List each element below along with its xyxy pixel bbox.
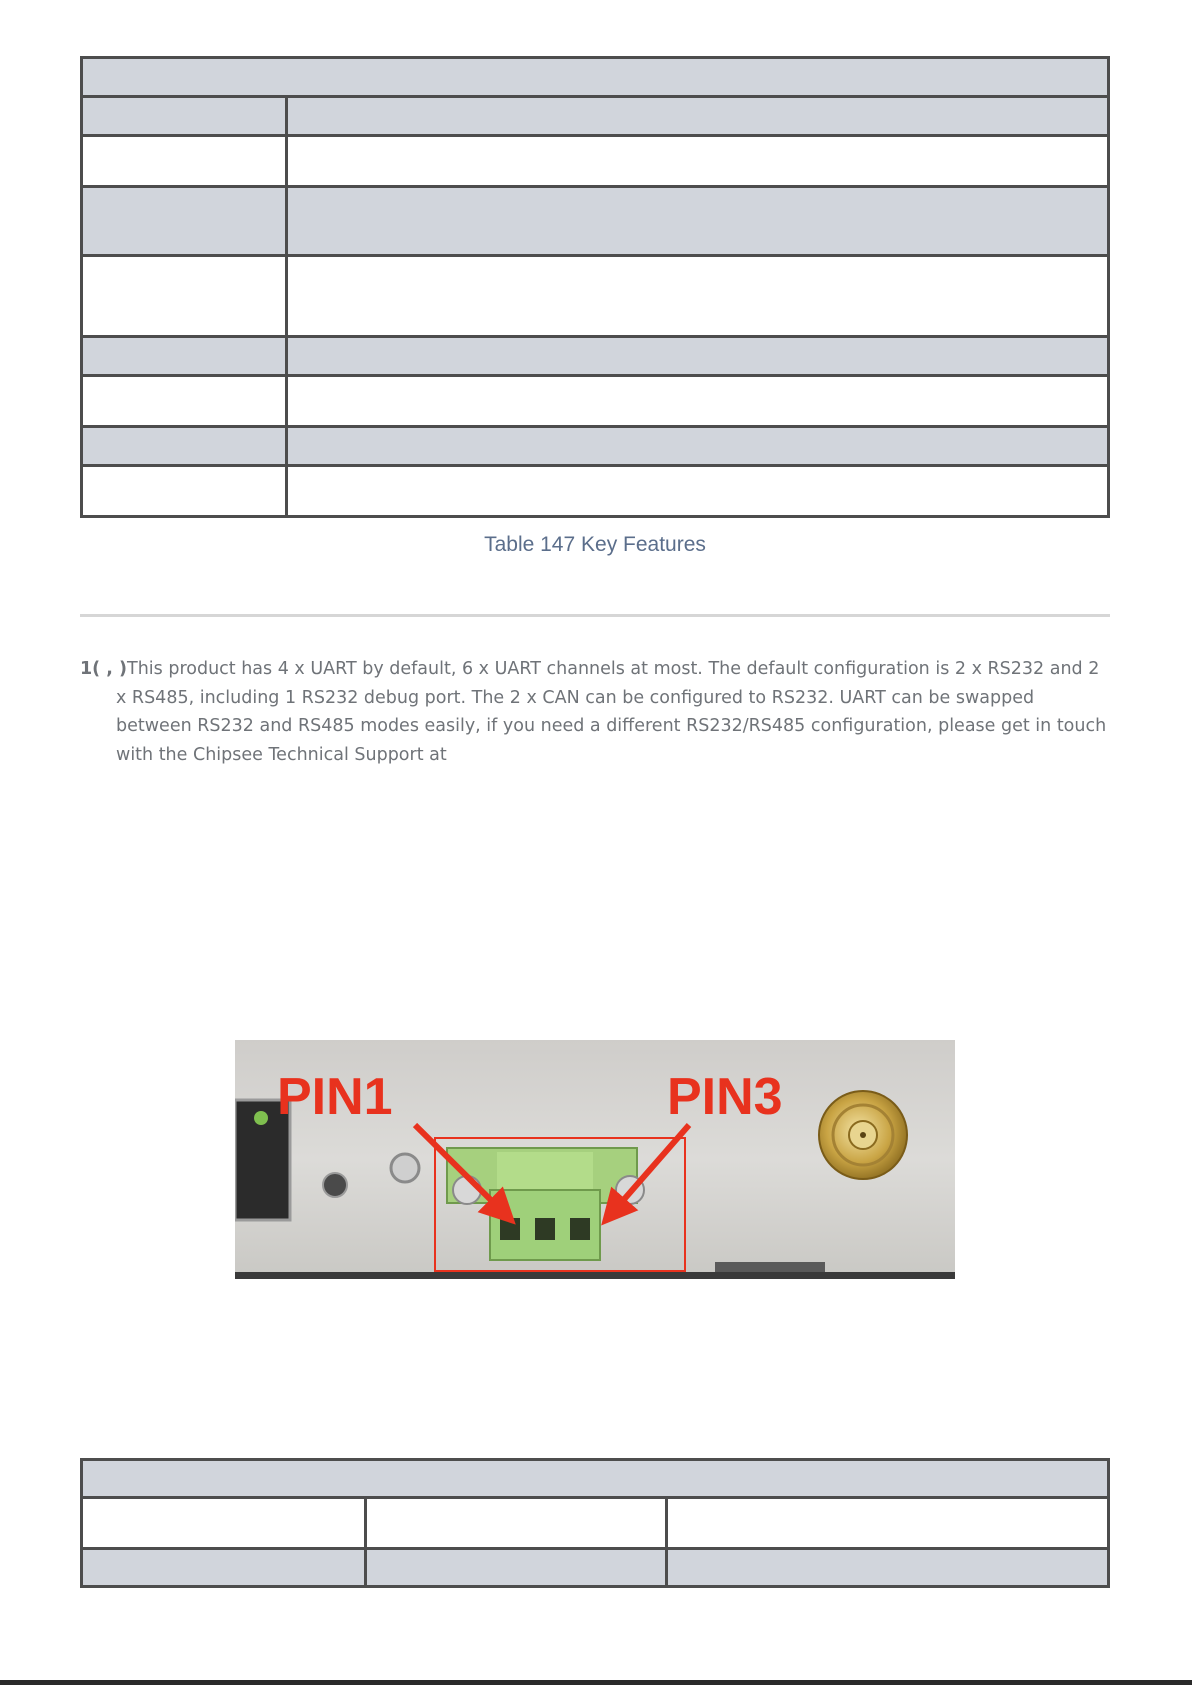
table-cell — [287, 466, 1109, 517]
table-title-row — [82, 1460, 1109, 1498]
table-cell — [667, 1549, 1109, 1587]
table-row — [82, 1549, 1109, 1587]
footnote-line: x RS485, including 1 RS232 debug port. The 2 x CAN can be configured to RS232. UART can be swapped — [116, 687, 1035, 708]
table-row — [82, 466, 1109, 517]
table-cell — [287, 376, 1109, 427]
table-title-row — [82, 58, 1109, 97]
table-cell — [82, 187, 287, 256]
table-cell — [287, 187, 1109, 256]
footnote-marker: 1( , ) — [80, 659, 128, 679]
footnote-line: with the Chipsee Technical Support at — [116, 744, 447, 765]
table-cell — [82, 1498, 366, 1549]
table-cell — [366, 1549, 667, 1587]
section-divider — [80, 614, 1110, 617]
table-row — [82, 376, 1109, 427]
connector-photo-drawing — [235, 1040, 955, 1279]
table-row — [82, 427, 1109, 466]
table-cell — [82, 427, 287, 466]
pin3-label: PIN3 — [667, 1068, 783, 1126]
table-cell — [82, 256, 287, 337]
footnote — [80, 655, 1112, 769]
table-cell — [287, 97, 1109, 136]
table-cell — [366, 1498, 667, 1549]
pin1-label: PIN1 — [277, 1068, 393, 1126]
table-header-row — [82, 97, 1109, 136]
table-caption: Table 147 Key Features — [484, 533, 706, 556]
connector-photo — [235, 1040, 955, 1279]
footnote-line — [80, 655, 1112, 684]
table-cell — [82, 97, 287, 136]
table-row — [82, 1498, 1109, 1549]
table-cell — [82, 136, 287, 187]
pin-definition-table — [80, 1458, 1110, 1588]
table-cell — [287, 337, 1109, 376]
footnote-line: between RS232 and RS485 modes easily, if you need a different RS232/RS485 configuration, please get in touch — [116, 716, 1107, 736]
footnote-text: This product has 4 x UART by default, 6 x UART channels at most. The default configuration is 2 x RS232 and 2 — [127, 659, 1100, 679]
table-cell — [82, 337, 287, 376]
page-bottom-edge — [0, 1680, 1192, 1685]
key-features-table — [80, 56, 1110, 518]
table-cell — [82, 58, 1109, 97]
table-row — [82, 337, 1109, 376]
table-cell — [82, 1549, 366, 1587]
table-cell — [287, 136, 1109, 187]
table-cell — [287, 427, 1109, 466]
table-cell — [82, 376, 287, 427]
table-cell — [667, 1498, 1109, 1549]
table-cell — [82, 466, 287, 517]
table-row — [82, 256, 1109, 337]
table-cell — [82, 1460, 1109, 1498]
table-cell — [287, 256, 1109, 337]
table-row — [82, 136, 1109, 187]
table-row — [82, 187, 1109, 256]
